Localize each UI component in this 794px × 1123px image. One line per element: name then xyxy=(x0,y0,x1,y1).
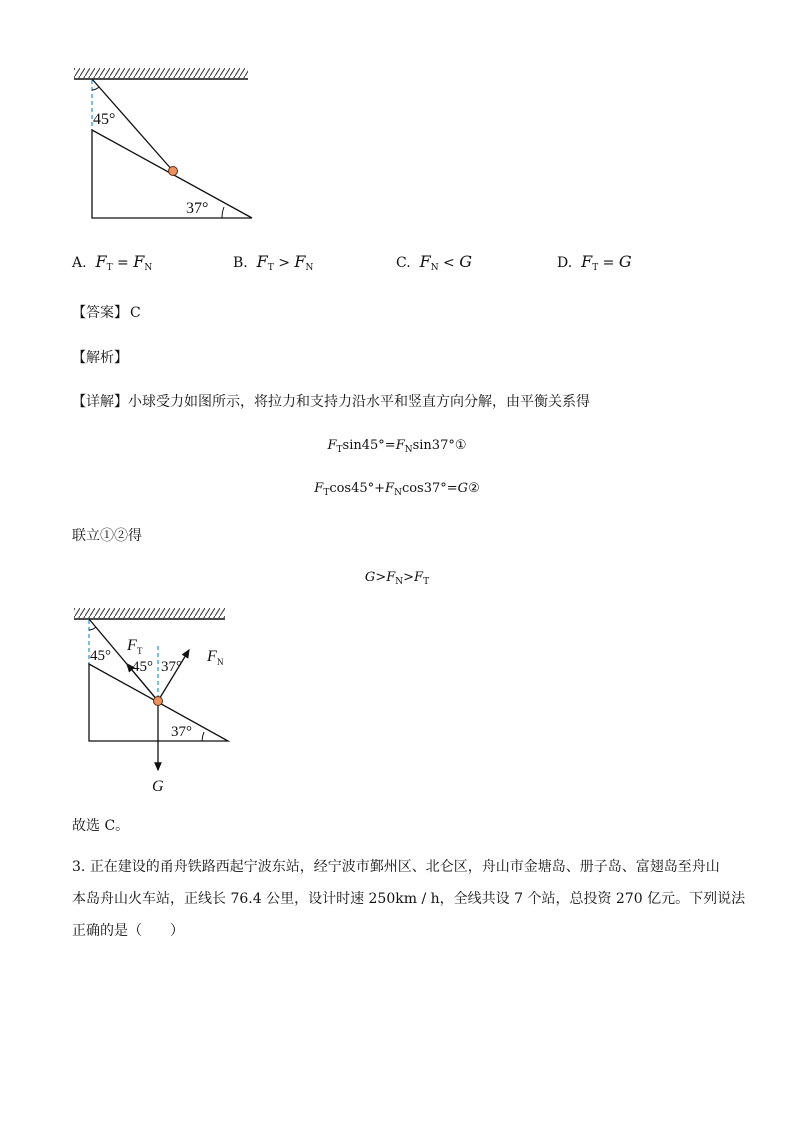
g-label: G xyxy=(152,778,164,795)
analysis-label: 【解析】 xyxy=(72,350,128,366)
incline-figure-1 xyxy=(60,60,260,230)
angle-top-label: 45° xyxy=(93,111,116,128)
ft-label: F xyxy=(127,637,137,654)
detail-text: 小球受力如图所示，将拉力和支持力沿水平和竖直方向分解，由平衡关系得 xyxy=(128,394,590,410)
angle-arc-top-2 xyxy=(89,627,96,630)
equation-2: $F_T\cos 45^\circ+F_N\cos 37^\circ=G②$ xyxy=(314,481,480,498)
answer-label: 【答案】 xyxy=(72,305,128,321)
fn-label-sub: N xyxy=(217,657,224,667)
detail-line xyxy=(72,391,590,411)
answer-line xyxy=(72,302,141,322)
detail-label: 【详解】 xyxy=(72,394,128,410)
result-inequality: $G>F_N>F_T$ xyxy=(364,570,430,587)
ceiling-hatch xyxy=(74,68,248,78)
option-b[interactable]: B. $F_T > F_N$ xyxy=(233,252,314,273)
force-diagram xyxy=(60,600,260,800)
angle-arc-top xyxy=(92,87,99,90)
angle-mid-left-label: 45° xyxy=(132,659,153,675)
question-3-line-2: 本岛舟山火车站，正线长 76.4 公里，设计时速 250km / h，全线共设 7 个站，总投资 270 亿元。下列说法 xyxy=(72,891,746,907)
normal-force-arrow xyxy=(158,650,189,701)
angle-mid-right-label: 37° xyxy=(161,659,182,675)
angle-bottom-label-2: 37° xyxy=(171,724,192,740)
answer-value: C xyxy=(130,305,141,321)
angle-arc-bottom-2 xyxy=(202,732,204,741)
ft-label-sub: T xyxy=(137,646,143,656)
conclusion-text: 故选 C。 xyxy=(72,818,130,834)
question-3 xyxy=(72,851,762,947)
option-c[interactable]: C. $F_N < G$ xyxy=(396,252,472,273)
option-a[interactable]: A. $F_T = F_N$ xyxy=(72,252,153,273)
ball xyxy=(169,167,178,176)
question-3-line-3: 正确的是（ ） xyxy=(72,923,184,939)
option-d[interactable]: D. $F_T = G$ xyxy=(557,252,632,273)
equation-1: $F_T\sin 45^\circ=F_N\sin 37^\circ ①$ xyxy=(327,438,467,455)
angle-bottom-label: 37° xyxy=(186,200,209,217)
angle-top-left-label: 45° xyxy=(90,648,111,664)
ball-2 xyxy=(154,697,163,706)
fn-label: F xyxy=(207,648,217,665)
question-3-line-1: 3. 正在建设的甬舟铁路西起宁波东站，经宁波市鄞州区、北仑区，舟山市金塘岛、册子岛、富翅岛至舟山 xyxy=(72,859,720,875)
ceiling-hatch-2 xyxy=(74,608,225,618)
angle-arc-bottom xyxy=(222,207,224,218)
combine-text: 联立①②得 xyxy=(72,528,142,544)
